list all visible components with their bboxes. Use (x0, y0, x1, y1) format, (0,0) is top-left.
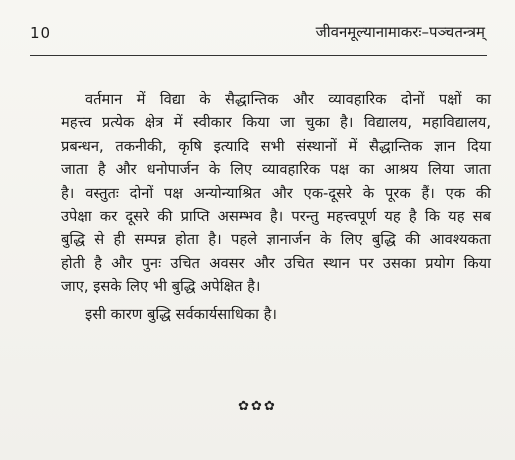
running-head: जीवनमूल्यानामाकरः–पञ्चतन्त्रम् (315, 23, 485, 41)
paragraph-line: जाता है और धनोपार्जन के लिए व्यावहारिक पक्ष का आश्रय लिया जाता (61, 161, 491, 179)
section-ornament: ✿✿✿ (238, 399, 277, 414)
page-header (30, 22, 485, 50)
paragraph-line: प्रबन्धन, तकनीकी, कृषि इत्यादि सभी संस्थानों में सैद्धान्तिक ज्ञान दिया (61, 137, 491, 155)
paragraph-1 (61, 88, 491, 299)
paragraph-line: बुद्धि से ही सम्पन्न होता है। पहले ज्ञानार्जन के लिए बुद्धि की आवश्यकता (61, 231, 491, 249)
paragraph-line: है। वस्तुतः दोनों पक्ष अन्योन्याश्रित और एक-दूसरे के पूरक हैं। एक की (61, 184, 491, 202)
body-text (61, 88, 491, 326)
paragraph-line: वर्तमान में विद्या के सैद्धान्तिक और व्यावहारिक दोनों पक्षों का (85, 91, 491, 108)
paragraph-line: होती है और पुनः उचित अवसर और उचित स्थान पर उसका प्रयोग किया (61, 254, 491, 272)
paragraph-line: जाए, इसके लिए भी बुद्धि अपेक्षित है। (61, 278, 261, 296)
paragraph-2 (61, 303, 491, 326)
paragraph-line: उपेक्षा कर दूसरे की प्राप्ति असम्भव है। परन्तु महत्त्वपूर्ण यह है कि यह सब (61, 207, 491, 225)
paragraph-line: इसी कारण बुद्धि सर्वकार्यसाधिका है। (85, 305, 277, 323)
paragraph-line: महत्त्व प्रत्येक क्षेत्र में स्वीकार किया जा चुका है। विद्यालय, महाविद्यालय, (61, 114, 491, 132)
header-rule (30, 55, 487, 56)
page-number: 10 (30, 24, 52, 42)
